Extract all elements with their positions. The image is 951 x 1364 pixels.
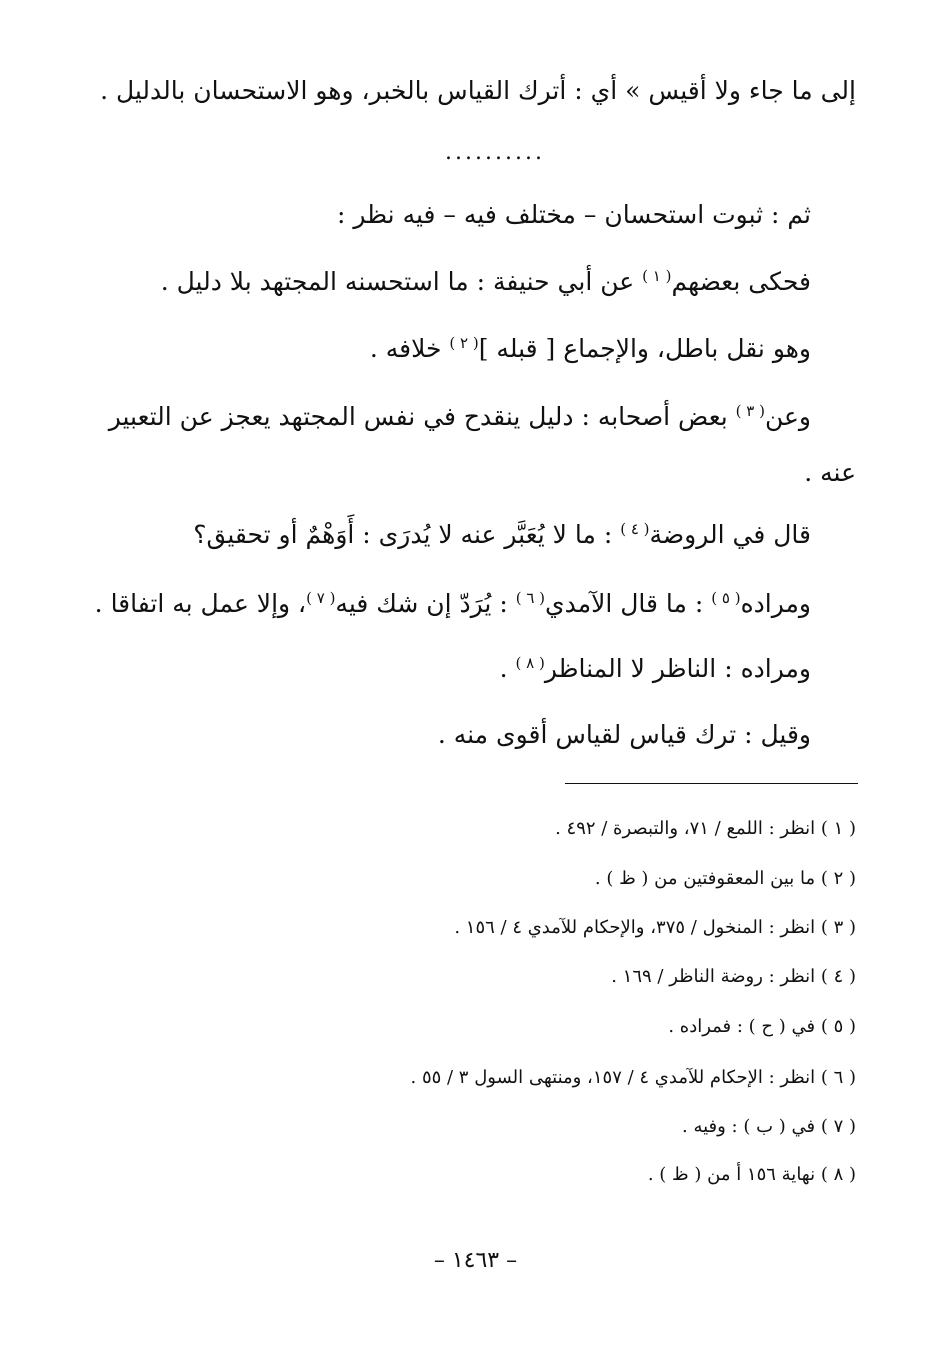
text-line-2: ثم : ثبوت استحسان – مختلف فيه – فيه نظر : — [337, 200, 811, 229]
footnote-6: ( ٦ ) انظر : الإحكام للآمدي ٤ / ١٥٧، ومنتهى السول ٣ / ٥٥ . — [410, 1067, 856, 1088]
text-line-9: ومراده : الناظر لا المناظر$^{( ٨ )}$ . — [499, 654, 811, 683]
footnote-ref-6: ( ٦ ) — [515, 589, 545, 607]
footnote-4: ( ٤ ) انظر : روضة الناظر / ١٦٩ . — [611, 966, 856, 987]
text-line-7: قال في الروضة$^{( ٤ )}$ : ما لا يُعَبَّر عنه لا يُدرَى : أَوَهْمٌ أو تحقيق؟ — [193, 520, 811, 549]
footnote-ref-2: ( ٢ ) — [449, 334, 479, 352]
footnote-1: ( ١ ) انظر : اللمع / ٧١، والتبصرة / ٤٩٢ . — [555, 818, 856, 839]
footnote-ref-4: ( ٤ ) — [620, 520, 650, 538]
footnote-5: ( ٥ ) في ( ح ) : فمراده . — [668, 1016, 856, 1037]
text-line-10: وقيل : ترك قياس لقياس أقوى منه . — [437, 720, 811, 749]
text-line-3: فحكى بعضهم$^{( ١ )}$ عن أبي حنيفة : ما استحسنه المجتهد بلا دليل . — [160, 267, 811, 296]
footnote-ref-7: ( ٧ ) — [306, 589, 336, 607]
page-number: – ١٤٦٣ – — [433, 1248, 518, 1273]
footnote-3: ( ٣ ) انظر : المنخول / ٣٧٥، والإحكام للآمدي ٤ / ١٥٦ . — [454, 917, 856, 938]
footnote-ref-5: ( ٥ ) — [711, 589, 741, 607]
footnote-2: ( ٢ ) ما بين المعقوفتين من ( ظ ) . — [594, 868, 856, 889]
footnote-ref-3: ( ٣ ) — [735, 402, 765, 420]
text-line-6: عنه . — [804, 458, 856, 487]
footnote-divider — [565, 783, 858, 784]
section-separator-dots: .......... — [445, 140, 545, 165]
text-line-8: ومراده$^{( ٥ )}$ : ما قال الآمدي$^{( ٦ )}$ : يُرَدّ إن شك فيه$^{( ٧ )}$، وإلا عمل به اتفاقا . — [94, 589, 811, 618]
footnote-ref-1: ( ١ ) — [642, 267, 672, 285]
text-line-1: إلى ما جاء ولا أقيس » أي : أترك القياس بالخبر، وهو الاستحسان بالدليل . — [100, 76, 856, 105]
footnote-ref-8: ( ٨ ) — [515, 654, 545, 672]
footnote-7: ( ٧ ) في ( ب ) : وفيه . — [682, 1116, 856, 1137]
text-line-5: وعن$^{( ٣ )}$ بعض أصحابه : دليل ينقدح في نفس المجتهد يعجز عن التعبير — [108, 402, 811, 431]
footnote-8: ( ٨ ) نهاية ١٥٦ أ من ( ظ ) . — [647, 1164, 856, 1185]
text-line-4: وهو نقل باطل، والإجماع [ قبله ]$^{( ٢ )}$ خلافه . — [369, 334, 811, 363]
